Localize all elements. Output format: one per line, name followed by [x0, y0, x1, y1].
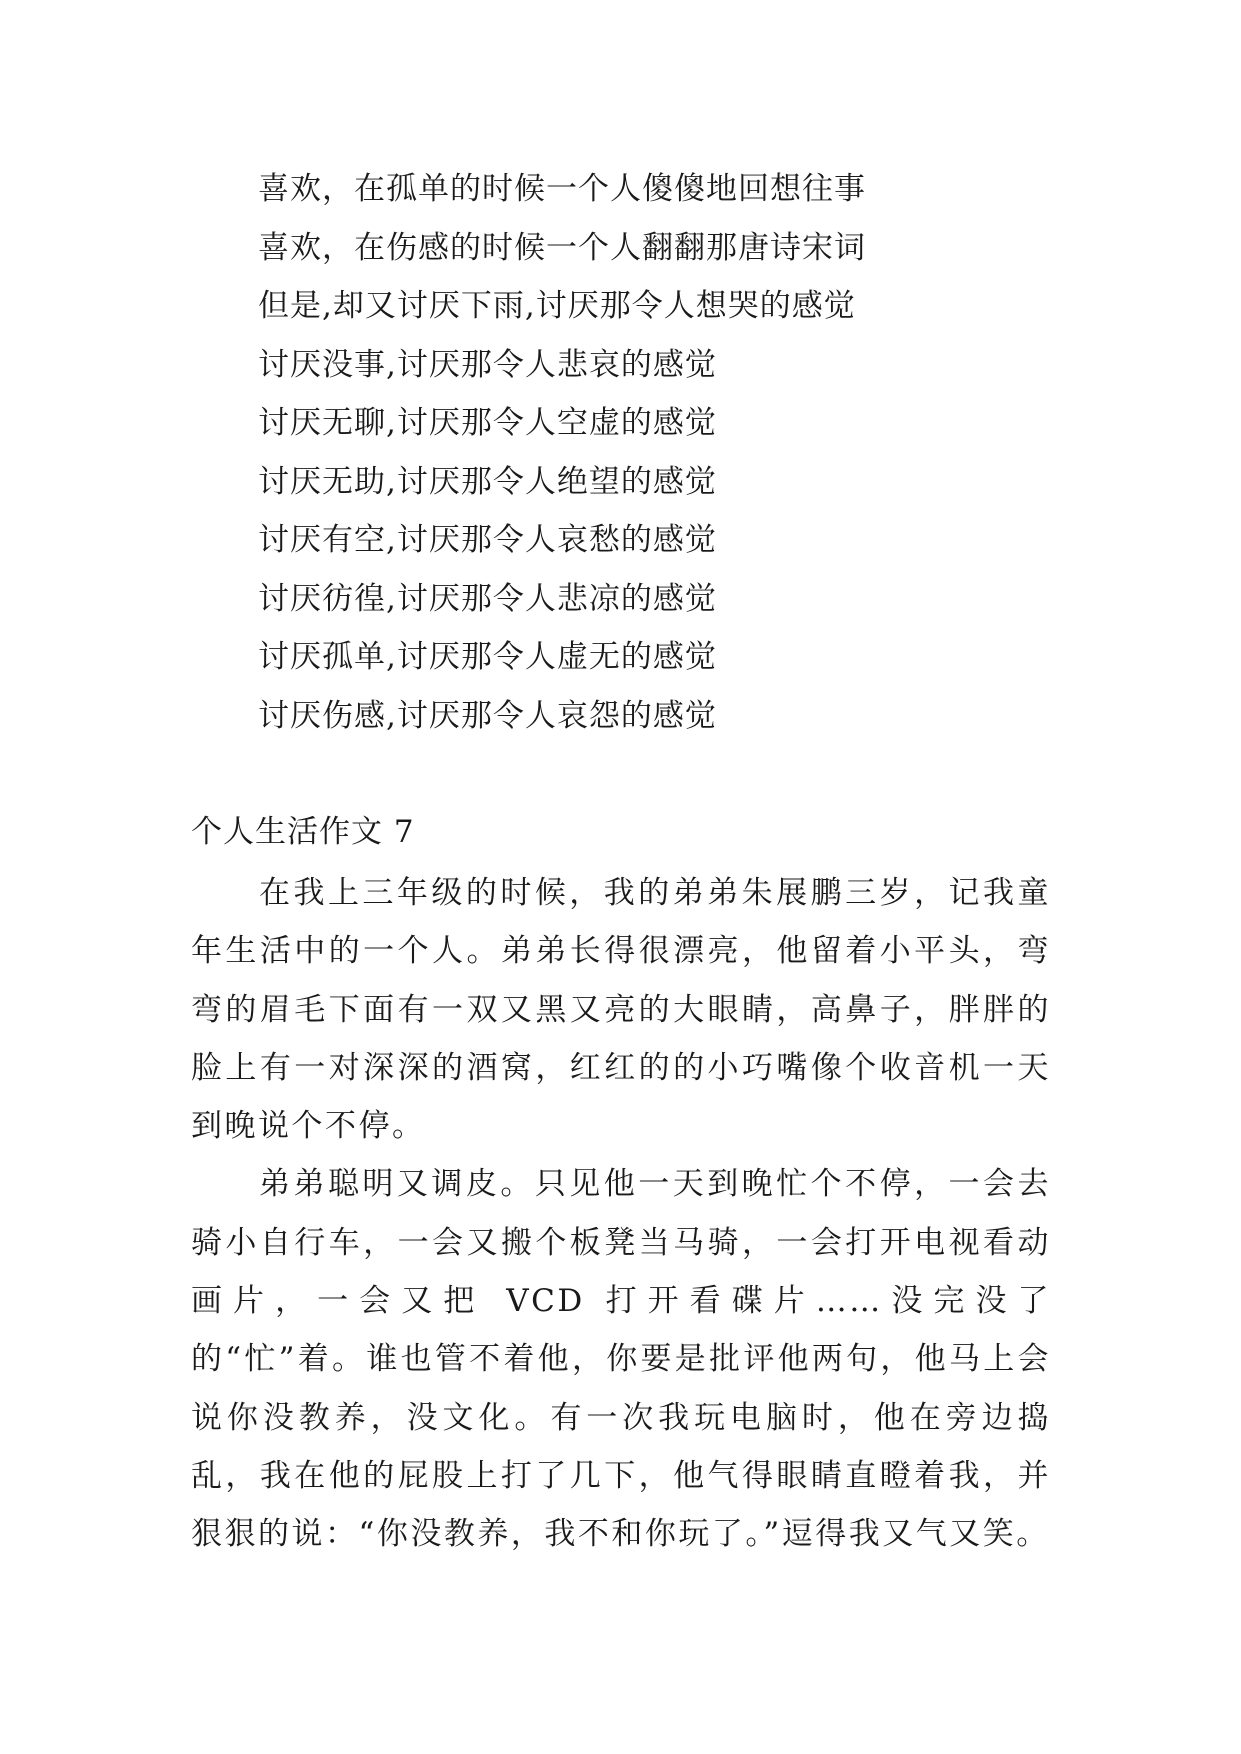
- essay-paragraph: 在我上三年级的时候，我的弟弟朱展鹏三岁，记我童年生活中的一个人。弟弟长得很漂亮，他留着小平头，弯弯的眉毛下面有一双又黑又亮的大眼睛，高鼻子，胖胖的脸上有一对深深的酒窝，红红的的小巧嘴像个收音机一天到晚说个不停。: [191, 875, 1051, 1145]
- poem-line: 讨厌孤单,讨厌那令人虚无的感觉: [258, 639, 717, 675]
- poem-line: 讨厌无聊,讨厌那令人空虚的感觉: [258, 405, 717, 441]
- poem-line: 喜欢，在孤单的时候一个人傻傻地回想往事: [258, 171, 866, 207]
- poem-line: 喜欢，在伤感的时候一个人翻翻那唐诗宋词: [258, 229, 866, 266]
- poem-line: 讨厌有空,讨厌那令人哀愁的感觉: [258, 522, 717, 558]
- poem-line: 讨厌没事,讨厌那令人悲哀的感觉: [258, 346, 717, 383]
- poem-line: 讨厌无助,讨厌那令人绝望的感觉: [258, 463, 717, 500]
- essay-body: [191, 864, 1051, 1564]
- essay-paragraph: 弟弟聪明又调皮。只见他一天到晚忙个不停，一会去骑小自行车，一会又搬个板凳当马骑，一会打开电视看动画片，一会又把 VCD 打开看碟片……没完没了的“忙”着。谁也管不着他，你要是批评他两句，他马上会说你没教养，没文化。有一次我玩电脑时，他在旁边捣乱，我在他的屁股上打了几下，他气得眼睛直瞪着我，并狠狠的说：“你没教养，我不和你玩了。”逗得我又气又笑。: [191, 1166, 1051, 1553]
- poem-block: [258, 160, 1118, 745]
- poem-line: 讨厌彷徨,讨厌那令人悲凉的感觉: [258, 580, 717, 617]
- poem-line: 讨厌伤感,讨厌那令人哀怨的感觉: [258, 697, 717, 734]
- poem-line: 但是,却又讨厌下雨,讨厌那令人想哭的感觉: [258, 288, 856, 324]
- section-title: 个人生活作文 7: [191, 814, 415, 850]
